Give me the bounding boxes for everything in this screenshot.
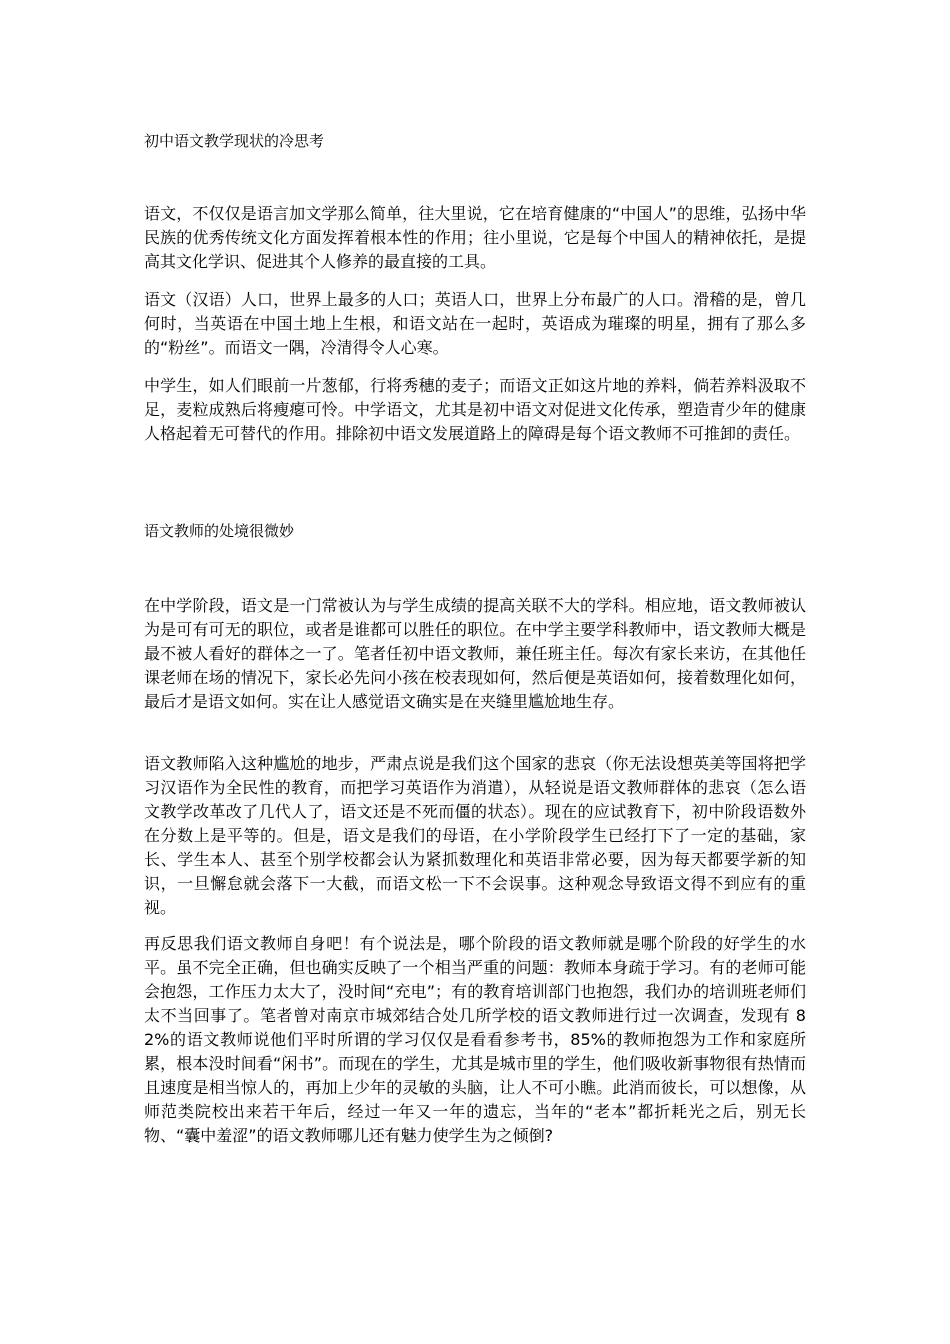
document-title: 初中语文教学现状的冷思考 <box>144 132 325 150</box>
intro-paragraph: 语文（汉语）人口，世界上最多的人口；英语人口，世界上分布最广的人口。滑稽的是，曾几何时，当英语在中国土地上生根，和语文站在一起时，英语成为璀璨的明星，拥有了那么多的“粉丝”。而语文一隅，冷清得令人心寒。 <box>144 290 806 357</box>
intro-paragraph: 语文，不仅仅是语言加文学那么简单，往大里说，它在培育健康的“中国人”的思维，弘扬中华民族的优秀传统文化方面发挥着根本性的作用；往小里说，它是每个中国人的精神依托，是提高其文化学识、促进其个人修养的最直接的工具。 <box>144 204 806 271</box>
section-paragraph: 在中学阶段，语文是一门常被认为与学生成绩的提高关联不大的学科。相应地，语文教师被认为是可有可无的职位，或者是谁都可以胜任的职位。在中学主要学科教师中，语文教师大概是最不被人看好的群体之一了。笔者任初中语文教师，兼任班主任。每次有家长来访，在其他任课老师在场的情况下，家长必先问小孩在校表现如何，然后便是英语如何，接着数理化如何，最后才是语文如何。实在让人感觉语文确实是在夹缝里尴尬地生存。 <box>144 596 806 711</box>
intro-paragraph: 中学生，如人们眼前一片葱郁，行将秀穗的麦子；而语文正如这片地的养料，倘若养料汲取不足，麦粒成熟后将瘦瘪可怜。中学语文，尤其是初中语文对促进文化传承，塑造青少年的健康人格起着无可替代的作用。排除初中语文发展道路上的障碍是每个语文教师不可推卸的责任。 <box>144 376 806 443</box>
section-heading: 语文教师的处境很微妙 <box>144 522 295 540</box>
section-paragraph: 再反思我们语文教师自身吧！有个说法是，哪个阶段的语文教师就是哪个阶段的好学生的水平。虽不完全正确，但也确实反映了一个相当严重的问题：教师本身疏于学习。有的老师可能会抱怨，工作压力太大了，没时间“充电”；有的教育培训部门也抱怨，我们办的培训班老师们太不当回事了。笔者曾对南京市城郊结合处几所学校的语文教师进行过一次调查，发现有 82%的语文教师说他们平时所谓的学习仅仅是看看参考书，85%的教师抱怨为工作和家庭所累，根本没时间看“闲书”。而现在的学生，尤其是城市里的学生，他们吸收新事物很有热情而且速度是相当惊人的，再加上少年的灵敏的头脑，让人不可小瞧。此消而彼长，可以想像，从师范类院校出来若干年后，经过一年又一年的遗忘，当年的“老本”都折耗光之后，别无长物、“囊中羞涩”的语文教师哪儿还有魅力使学生为之倾倒? <box>144 934 806 1145</box>
section-paragraph: 语文教师陷入这种尴尬的地步，严肃点说是我们这个国家的悲哀（你无法设想英美等国将把学习汉语作为全民性的教育，而把学习英语作为消遣），从轻说是语文教师群体的悲哀（怎么语文教学改革改了几代人了，语文还是不死而僵的状态）。现在的应试教育下，初中阶段语数外在分数上是平等的。但是，语文是我们的母语，在小学阶段学生已经打下了一定的基础，家长、学生本人、甚至个别学校都会认为紧抓数理化和英语非常必要，因为每天都要学新的知识，一旦懈怠就会落下一大截，而语文松一下不会误事。这种观念导致语文得不到应有的重视。 <box>144 754 806 917</box>
